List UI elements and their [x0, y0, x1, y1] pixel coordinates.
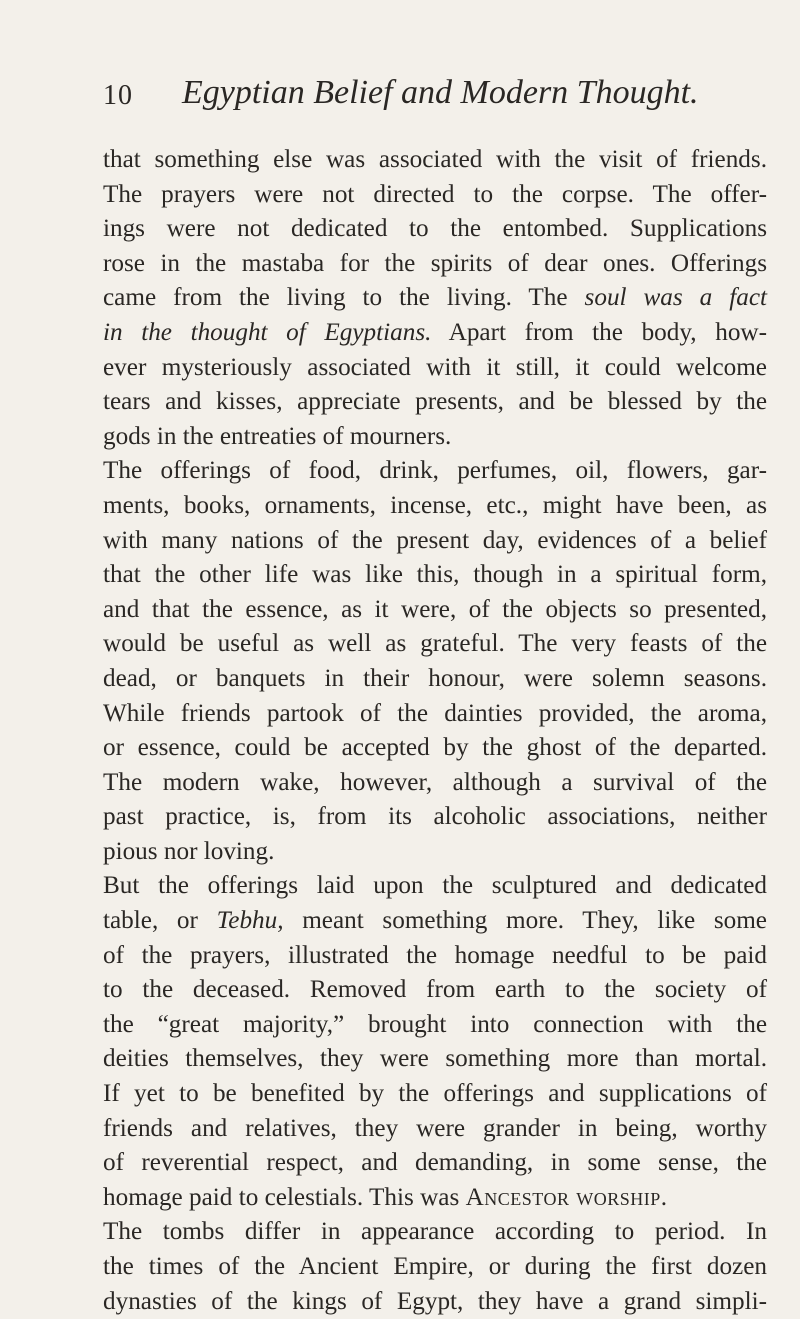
paragraph-start-line: The tombs differ in appearance according to period. In: [103, 1218, 767, 1246]
page-number: 10: [103, 80, 133, 111]
text-line: with many nations of the present day, evidences of a belief: [103, 526, 767, 554]
text-line: dynasties of the kings of Egypt, they have a grand simpli-: [103, 1287, 767, 1315]
text-span: homage paid to celestials. This was: [103, 1183, 466, 1211]
text-line: or essence, could be accepted by the ghost of the departed.: [103, 734, 767, 762]
italic-text: Tebhu,: [216, 907, 284, 935]
text-line: The prayers were not directed to the corpse. The offer-: [103, 180, 767, 208]
text-line: ever mysteriously associated with it still, it could welcome: [103, 353, 767, 381]
text-line: gods in the entreaties of mourners.: [103, 422, 452, 450]
text-line: [103, 1181, 767, 1216]
text-line: rose in the mastaba for the spirits of dear ones. Offerings: [103, 249, 767, 277]
text-line: of reverential respect, and demanding, in some sense, the: [103, 1149, 767, 1177]
body-text: [103, 143, 767, 1319]
text-line: dead, or banquets in their honour, were solemn seasons.: [103, 664, 767, 692]
text-line: that something else was associated with the visit of friends.: [103, 146, 767, 173]
text-line: ings were not dedicated to the entombed. Supplications: [103, 215, 767, 243]
text-line: the times of the Ancient Empire, or during the first dozen: [103, 1253, 767, 1280]
text-line: friends and relatives, they were grander in being, worthy: [103, 1114, 767, 1142]
running-header: [62, 74, 760, 114]
text-line: that the other life was like this, though in a spiritual form,: [103, 561, 767, 589]
text-line: If yet to be benefited by the offerings and supplications of: [103, 1080, 767, 1108]
text-line: would be useful as well as grateful. The very feasts of the: [103, 630, 767, 658]
text-line: tears and kisses, appreciate presents, and be blessed by the: [103, 388, 767, 416]
paragraph-start-line: But the offerings laid upon the sculptured and dedicated: [103, 872, 767, 900]
text-line: [103, 316, 767, 351]
text-line: deities themselves, they were something more than mortal.: [103, 1045, 767, 1073]
italic-text: in the thought of Egyptians.: [103, 318, 432, 346]
paragraph-start-line: The offerings of food, drink, perfumes, oil, flowers, gar-: [103, 457, 767, 485]
text-line: past practice, is, from its alcoholic associations, neither: [103, 803, 767, 831]
text-line: While friends partook of the dainties provided, the aroma,: [103, 699, 767, 727]
text-line: and that the essence, as it were, of the objects so presented,: [103, 595, 767, 623]
text-span: table, or: [103, 907, 217, 935]
text-line: [103, 904, 767, 939]
text-line: ments, books, ornaments, incense, etc., might have been, as: [103, 491, 767, 519]
text-span: meant something more. They, like some: [283, 907, 767, 935]
text-span: Apart from the body, how-: [431, 318, 767, 346]
text-line: of the prayers, illustrated the homage needful to be paid: [103, 941, 767, 969]
italic-text: soul was a fact: [584, 284, 768, 312]
text-line: pious nor loving.: [103, 837, 275, 865]
text-line: the “great majority,” brought into connection with the: [103, 1010, 767, 1038]
text-line: to the deceased. Removed from earth to the society of: [103, 976, 767, 1004]
text-line: [103, 281, 767, 316]
text-span: came from the living to the living. The: [103, 284, 585, 312]
text-line: The modern wake, however, although a survival of the: [103, 768, 767, 796]
smallcaps-text: Ancestor worship.: [465, 1183, 668, 1211]
running-title: Egyptian Belief and Modern Thought.: [182, 74, 699, 111]
